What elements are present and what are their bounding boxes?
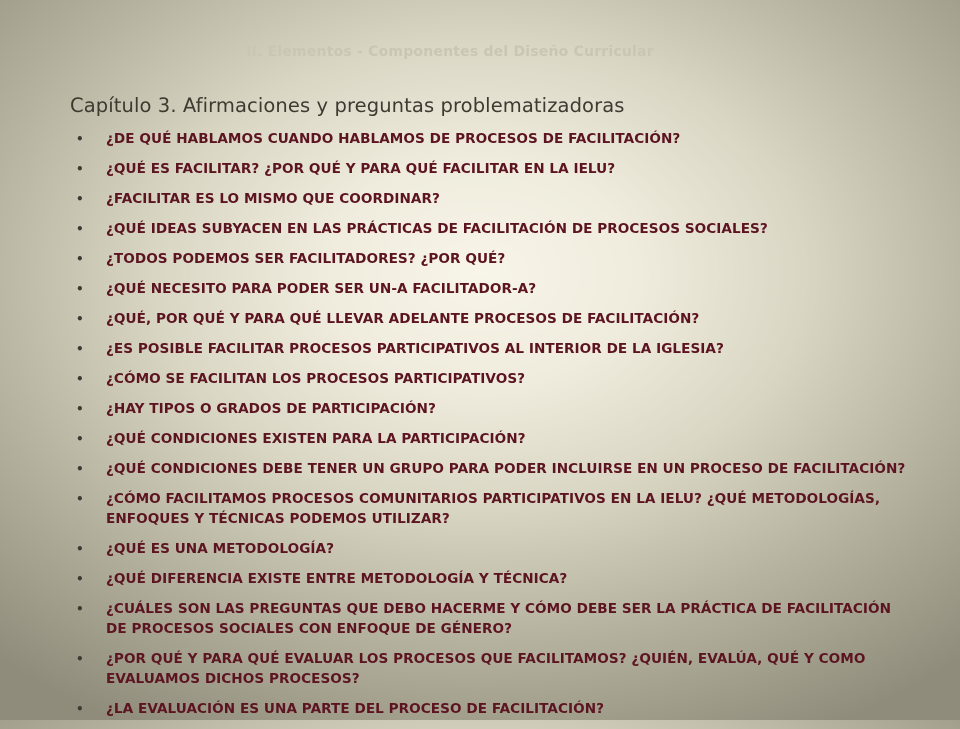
question-item (0, 649, 960, 689)
bullet-icon: • (76, 462, 84, 476)
question-text: ¿CUÁLES SON LAS PREGUNTAS QUE DEBO HACERME Y CÓMO DEBE SER LA PRÁCTICA DE FACILITACIÓN DE PROCESOS SOCIALES CON ENFOQUE DE GÉNERO? (106, 601, 892, 637)
bullet-icon: • (76, 282, 84, 296)
question-list (0, 129, 960, 729)
question-text: ¿POR QUÉ Y PARA QUÉ EVALUAR LOS PROCESOS QUE FACILITAMOS? ¿QUIÉN, EVALÚA, QUÉ Y COMO EVALUAMOS DICHOS PROCESOS? (106, 651, 866, 687)
question-text: ¿QUÉ ES UNA METODOLOGÍA? (106, 541, 335, 557)
bullet-icon: • (76, 572, 84, 586)
question-item (0, 339, 960, 359)
question-item (0, 539, 960, 559)
question-item (0, 399, 960, 419)
bullet-icon: • (76, 372, 84, 386)
bullet-icon: • (76, 252, 84, 266)
question-text: ¿QUÉ CONDICIONES EXISTEN PARA LA PARTICIPACIÓN? (106, 431, 526, 447)
question-item (0, 249, 960, 269)
question-item (0, 129, 960, 149)
question-text: ¿HAY TIPOS O GRADOS DE PARTICIPACIÓN? (106, 401, 436, 417)
question-item (0, 459, 960, 479)
question-text: ¿TODOS PODEMOS SER FACILITADORES? ¿POR QUÉ? (106, 251, 506, 267)
bullet-icon: • (76, 542, 84, 556)
bullet-icon: • (76, 192, 84, 206)
bullet-icon: • (76, 132, 84, 146)
question-item (0, 309, 960, 329)
question-item (0, 699, 960, 719)
question-item (0, 279, 960, 299)
bullet-icon: • (76, 602, 84, 616)
question-item (0, 599, 960, 639)
question-text: ¿CÓMO FACILITAMOS PROCESOS COMUNITARIOS PARTICIPATIVOS EN LA IELU? ¿QUÉ METODOLOGÍAS, ENFOQUES Y TÉCNICAS PODEMOS UTILIZAR? (106, 491, 881, 527)
bullet-icon: • (76, 702, 84, 716)
bullet-icon: • (76, 652, 84, 666)
question-text: ¿QUÉ CONDICIONES DEBE TENER UN GRUPO PARA PODER INCLUIRSE EN UN PROCESO DE FACILITACIÓN? (106, 461, 906, 477)
question-text: ¿QUÉ DIFERENCIA EXISTE ENTRE METODOLOGÍA Y TÉCNICA? (106, 571, 568, 587)
question-text: ¿LA EVALUACIÓN ES UNA PARTE DEL PROCESO DE FACILITACIÓN? (106, 701, 605, 717)
question-text: ¿QUÉ IDEAS SUBYACEN EN LAS PRÁCTICAS DE FACILITACIÓN DE PROCESOS SOCIALES? (106, 221, 768, 237)
bullet-icon: • (76, 492, 84, 506)
bullet-icon: • (76, 312, 84, 326)
bullet-icon: • (76, 342, 84, 356)
question-text: ¿QUÉ ES FACILITAR? ¿POR QUÉ Y PARA QUÉ FACILITAR EN LA IELU? (106, 161, 616, 177)
question-item (0, 569, 960, 589)
bullet-icon: • (76, 432, 84, 446)
question-text: ¿DE QUÉ HABLAMOS CUANDO HABLAMOS DE PROCESOS DE FACILITACIÓN? (106, 131, 681, 147)
question-item (0, 429, 960, 449)
slide-header: II. Elementos - Componentes del Diseño Curricular (246, 44, 654, 60)
question-text: ¿CÓMO SE FACILITAN LOS PROCESOS PARTICIPATIVOS? (106, 371, 526, 387)
question-item (0, 369, 960, 389)
question-item (0, 189, 960, 209)
question-text: ¿ES POSIBLE FACILITAR PROCESOS PARTICIPATIVOS AL INTERIOR DE LA IGLESIA? (106, 341, 724, 357)
question-item (0, 159, 960, 179)
bullet-icon: • (76, 402, 84, 416)
chapter-title: Capítulo 3. Afirmaciones y preguntas problematizadoras (70, 94, 625, 117)
question-item (0, 489, 960, 529)
bullet-icon: • (76, 222, 84, 236)
bullet-icon: • (76, 162, 84, 176)
question-text: ¿FACILITAR ES LO MISMO QUE COORDINAR? (106, 191, 440, 207)
question-text: ¿QUÉ, POR QUÉ Y PARA QUÉ LLEVAR ADELANTE PROCESOS DE FACILITACIÓN? (106, 311, 700, 327)
question-item (0, 219, 960, 239)
question-text: ¿QUÉ NECESITO PARA PODER SER UN-A FACILITADOR-A? (106, 281, 537, 297)
